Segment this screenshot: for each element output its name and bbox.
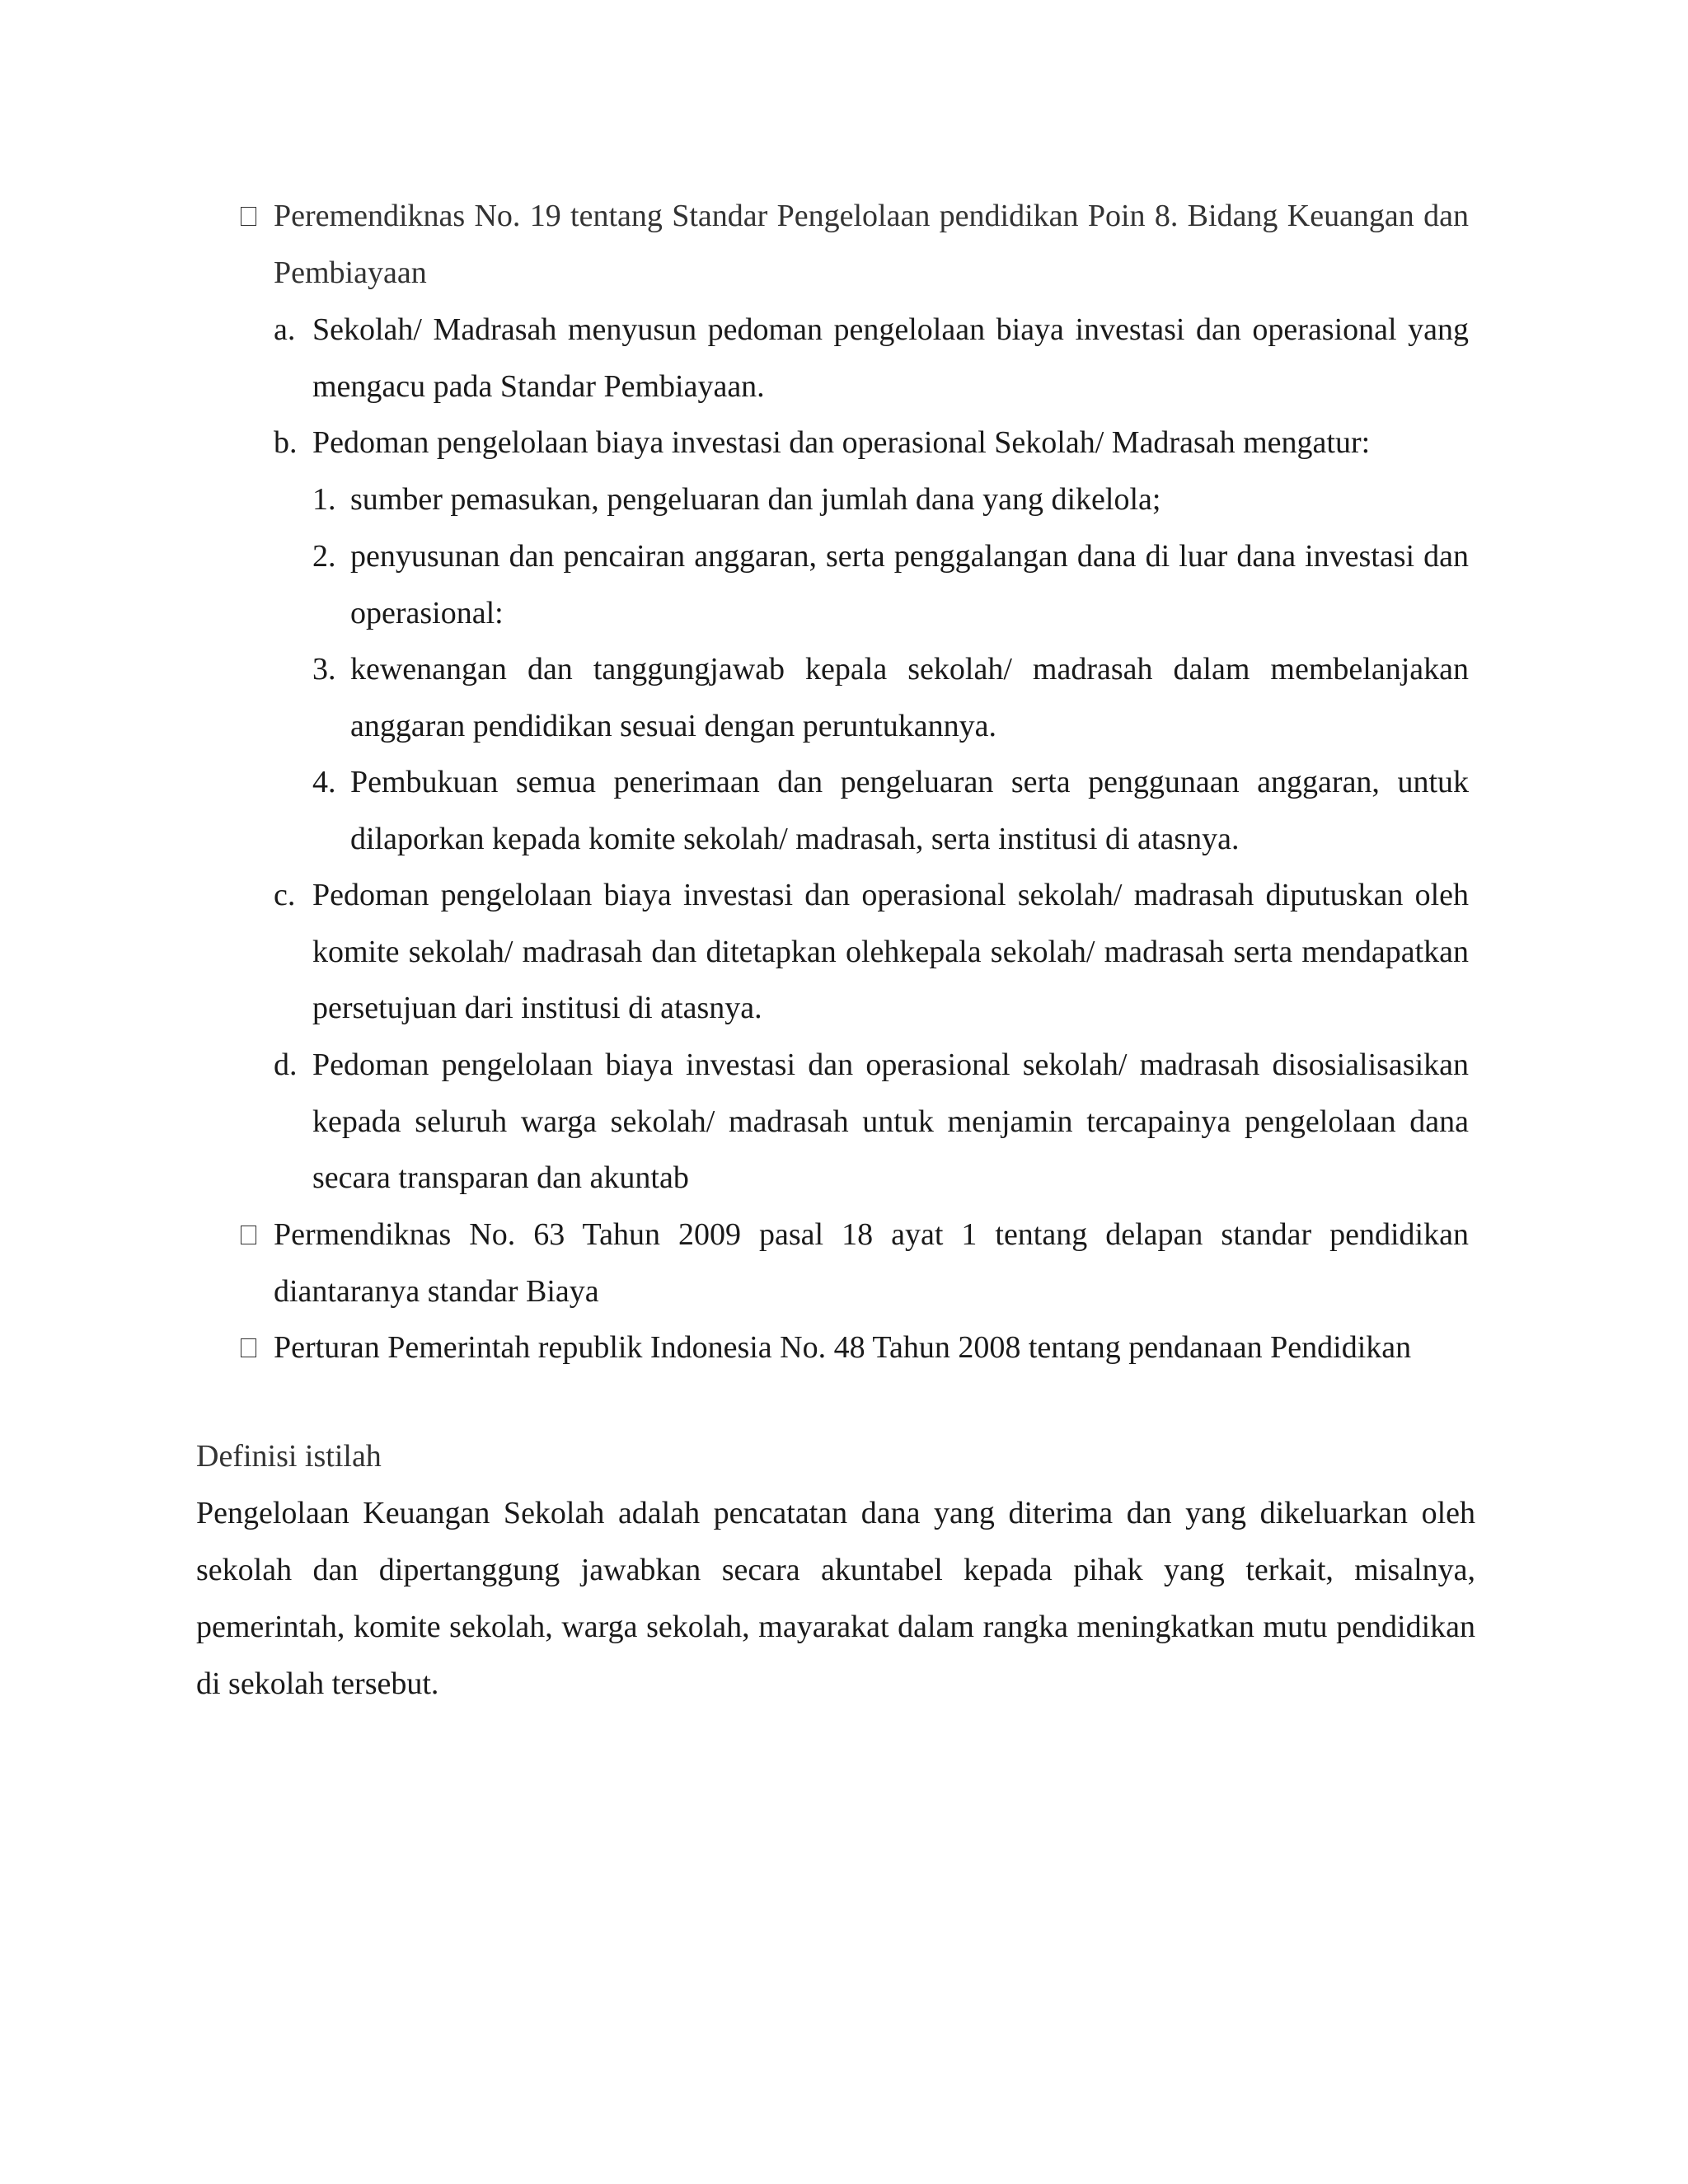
sublist-marker: 3. <box>312 652 336 687</box>
list-item-text: Pedoman pengelolaan biaya investasi dan operasional sekolah/ madrasah disosialisasikan kepada seluruh warga sekolah/ madrasah untuk menjamin tercapainya pengelolaan dana secara transparan dan akuntab <box>312 1047 1469 1195</box>
definition-heading: Definisi istilah <box>196 1439 382 1474</box>
sublist-marker: 1. <box>312 482 336 517</box>
sublist-item-3 <box>312 641 1469 754</box>
list-item-text: Sekolah/ Madrasah menyusun pedoman pengelolaan biaya investasi dan operasional yang mengacu pada Standar Pembiayaan. <box>312 312 1469 404</box>
bullet-text: Permendiknas No. 63 Tahun 2009 pasal 18 ayat 1 tentang delapan standar pendidikan diantaranya standar Biaya <box>274 1217 1469 1309</box>
bullet-box-icon <box>241 1226 256 1244</box>
bullet-box-icon <box>241 207 256 226</box>
list-item-c <box>274 867 1469 1037</box>
sublist-marker: 4. <box>312 765 336 799</box>
list-marker: c. <box>274 878 296 912</box>
bullet-item-1 <box>274 188 1469 301</box>
list-item-text: Pedoman pengelolaan biaya investasi dan operasional Sekolah/ Madrasah mengatur: <box>312 425 1371 460</box>
definition-text: Pengelolaan Keuangan Sekolah adalah pencatatan dana yang diterima dan yang dikeluarkan oleh sekolah dan dipertanggung jawabkan secara akuntabel kepada pihak yang terkait, misalnya, pemerintah, komite sekolah, warga sekolah, mayarakat dalam rangka meningkatkan mutu pendidikan di sekolah tersebut. <box>196 1496 1475 1701</box>
bullet-item-3 <box>274 1319 1485 1376</box>
list-marker: a. <box>274 312 296 347</box>
list-marker: b. <box>274 425 298 460</box>
bullet-text: Peremendiknas No. 19 tentang Standar Pengelolaan pendidikan Poin 8. Bidang Keuangan dan Pembiayaan <box>274 199 1469 290</box>
list-item-b <box>274 415 1469 471</box>
list-marker: d. <box>274 1047 298 1082</box>
list-item-text: Pedoman pengelolaan biaya investasi dan operasional sekolah/ madrasah diputuskan oleh komite sekolah/ madrasah dan ditetapkan olehkepala sekolah/ madrasah serta mendapatkan persetujuan dari institusi di atasnya. <box>312 878 1469 1025</box>
list-item-d <box>274 1037 1469 1207</box>
bullet-box-icon <box>241 1338 256 1357</box>
sublist-item-text: penyusunan dan pencairan anggaran, serta penggalangan dana di luar dana investasi dan operasional: <box>350 539 1469 630</box>
sublist-item-text: sumber pemasukan, pengeluaran dan jumlah dana yang dikelola; <box>350 482 1161 517</box>
list-item-a <box>274 302 1469 415</box>
sublist-item-4 <box>312 754 1469 867</box>
sublist-item-text: kewenangan dan tanggungjawab kepala sekolah/ madrasah dalam membelanjakan anggaran pendidikan sesuai dengan peruntukannya. <box>350 652 1469 743</box>
sublist-item-text: Pembukuan semua penerimaan dan pengeluaran serta penggunaan anggaran, untuk dilaporkan kepada komite sekolah/ madrasah, serta institusi di atasnya. <box>350 765 1469 856</box>
bullet-text: Perturan Pemerintah republik Indonesia No. 48 Tahun 2008 tentang pendanaan Pendidikan <box>274 1330 1412 1365</box>
bullet-item-2 <box>274 1207 1469 1319</box>
sublist-marker: 2. <box>312 539 336 574</box>
sublist-item-1 <box>312 471 1469 528</box>
sublist-item-2 <box>312 528 1469 641</box>
